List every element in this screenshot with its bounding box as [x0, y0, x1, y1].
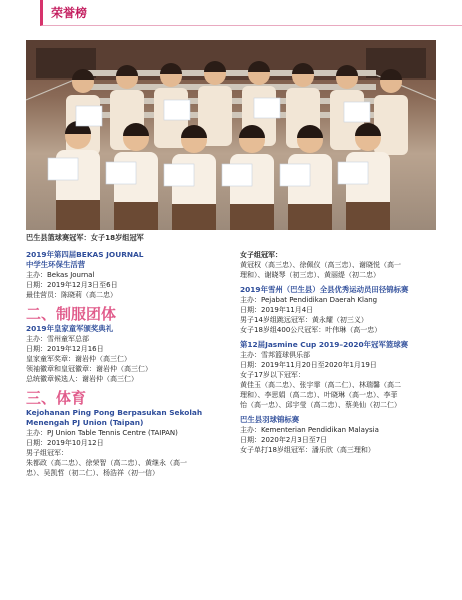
photo-caption: 巴生县篮球赛冠军：女子18岁组冠军 — [26, 233, 144, 242]
block-title: 女子组冠军： — [240, 251, 282, 259]
header-bar — [40, 0, 462, 26]
date-line: 日期：2019年11月20日至2020年1月19日 — [240, 361, 377, 369]
badminton-block — [240, 415, 440, 455]
award-line: 男子14岁组跳远冠军：黄永耀（初三义） — [240, 316, 368, 324]
group-photo — [26, 40, 436, 230]
organizer-line: 主办：Pejabat Pendidikan Daerah Klang — [240, 296, 378, 304]
organizer-line: 主办：雪邦篮球俱乐部 — [240, 351, 310, 359]
organizer-line: 主办：PJ Union Table Tennis Centre (TAIPAN) — [26, 429, 178, 437]
award-line: 领袖徽章和皇冠徽章：谢岩仲（高三仁） — [26, 365, 152, 373]
date-line: 日期：2019年12月16日 — [26, 345, 104, 353]
date-line: 日期：2019年12月3日至6日 — [26, 281, 118, 289]
block-title: 巴生县羽球锦标赛 — [240, 415, 300, 424]
member-list: 黄冠权（高三忠）、徐佩仪（高三忠）、谢晓悦（高一 — [240, 261, 401, 269]
award-line: 女子17岁以下冠军： — [240, 371, 305, 379]
organizer-line: 主办：雪州童军总部 — [26, 335, 89, 343]
member-list: 黄佳玉（高二忠）、张宇霏（高二仁）、林瑞馨（高二 — [240, 381, 401, 389]
group-photo-illustration — [26, 40, 436, 230]
royal-scout-block — [26, 324, 226, 384]
award-line: 最佳营员：陈晓莉（高二忠） — [26, 291, 117, 299]
award-line: 总统徽章候选人：谢岩仲（高三仁） — [26, 375, 138, 383]
left-column — [26, 250, 226, 483]
member-list: 理和）、谢晓琴（初三忠）、黄丽缇（初二忠） — [240, 271, 380, 279]
member-list: 怡（高一忠）、邱宇莹（高二忠）、蔡美仙（初二仁） — [240, 401, 401, 409]
block-title: 2019年雪州（巴生县）全县优秀运动员田径锦标赛 — [240, 285, 409, 294]
award-line: 男子组冠军： — [26, 449, 68, 457]
girls-team-block — [240, 250, 440, 280]
member-list: 忠）、吴凯哲（初二仁）、杨浩祥（初一信） — [26, 469, 159, 477]
date-line: 日期：2019年10月12日 — [26, 439, 104, 447]
organizer-line: 主办：Kementerian Pendidikan Malaysia — [240, 426, 379, 434]
award-line: 女子18岁组400公尺冠军：叶伟琳（高一忠） — [240, 326, 382, 334]
member-list: 理和）、李思娟（高二忠）、叶晓琳（高一忠）、李菲 — [240, 391, 398, 399]
section-heading-sports: 三、体育 — [26, 389, 87, 407]
block-title: 2019年皇家童军颁奖典礼 — [26, 324, 114, 333]
award-line: 皇家童军奖章：谢岩仲（高三仁） — [26, 355, 131, 363]
athletics-block — [240, 285, 440, 335]
page-title: 荣誉榜 — [51, 6, 88, 20]
date-line: 日期：2020年2月3日至7日 — [240, 436, 328, 444]
member-list: 朱都政（高二忠）、徐荣智（高二忠）、黄继永（高一 — [26, 459, 187, 467]
ping-pong-block — [26, 408, 226, 478]
right-column — [240, 250, 440, 460]
block-title: Kejohanan Ping Pong Berpasukan Sekolah — [26, 408, 203, 417]
date-line: 日期：2019年11月4日 — [240, 306, 314, 314]
block-title: Menengah PJ Union (Taipan) — [26, 418, 144, 427]
organizer-line: 主办：Bekas Journal — [26, 271, 95, 279]
section-heading-uniform: 二、制服团体 — [26, 305, 117, 323]
award-line — [240, 250, 440, 260]
bekas-journal-camp-block — [26, 250, 226, 300]
jasmine-cup-block — [240, 340, 440, 410]
block-title: 第12届Jasmine Cup 2019–2020年冠军篮球赛 — [240, 340, 409, 349]
block-title: 中学生环保生活营 — [26, 260, 86, 269]
award-line: 女子单打18岁组冠军：潘乐欣（高三理和） — [240, 446, 375, 454]
block-title: 2019年第四届BEKAS JOURNAL — [26, 250, 144, 259]
